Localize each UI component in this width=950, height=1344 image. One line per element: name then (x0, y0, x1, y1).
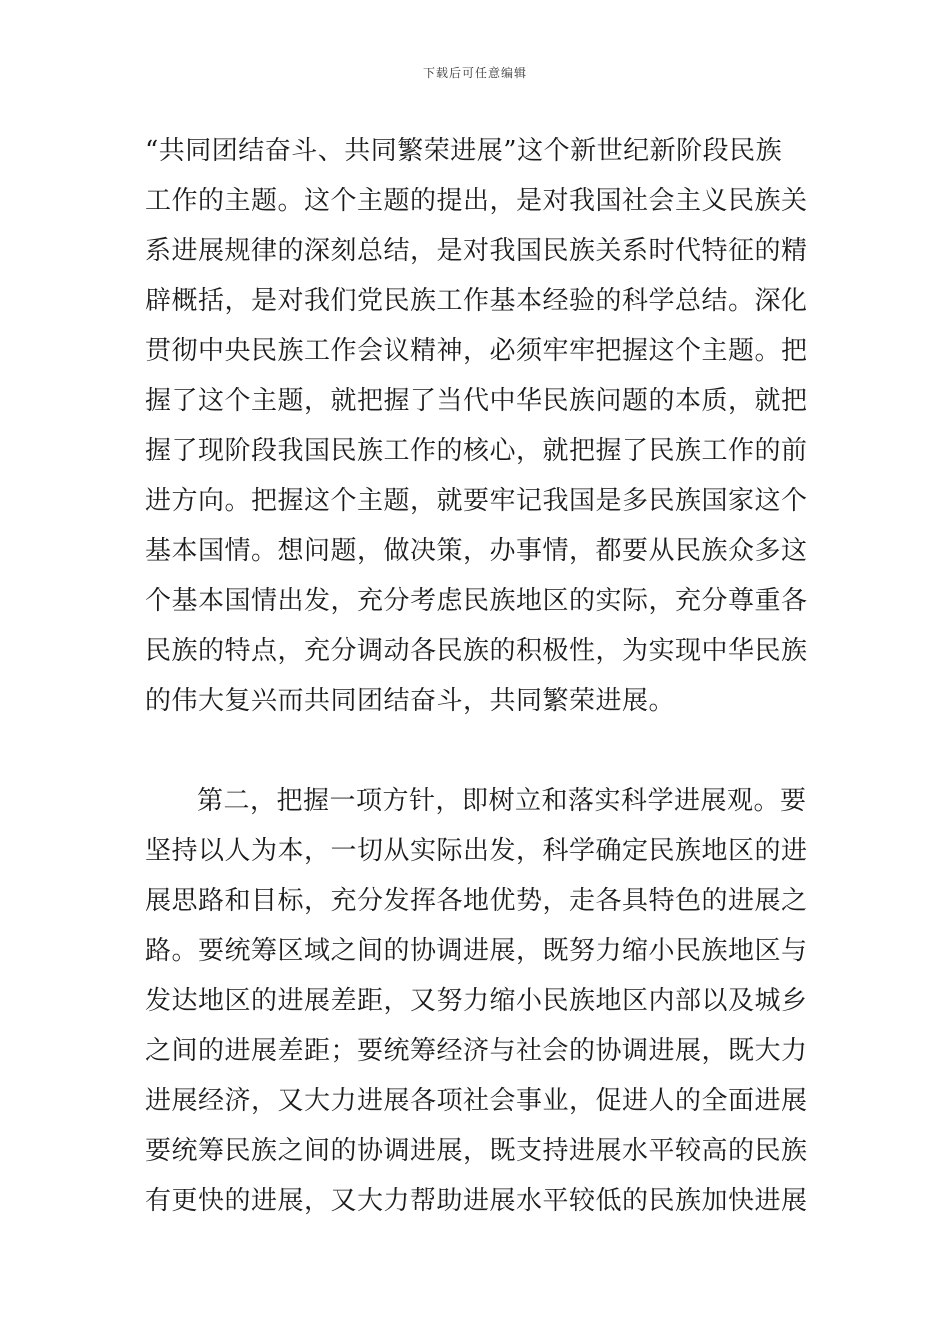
paragraph-line: 路。要统筹区域之间的协调进展，既努力缩小民族地区与 (145, 936, 808, 966)
paragraph-line: 进方向。把握这个主题，就要牢记我国是多民族国家这个 (145, 486, 808, 516)
paragraph-line: 有更快的进展，又大力帮助进展水平较低的民族加快进展 (145, 1186, 808, 1216)
paragraph-line: 基本国情。想问题，做决策，办事情，都要从民族众多这 (145, 536, 808, 566)
paragraph-line: 贯彻中央民族工作会议精神，必须牢牢把握这个主题。把 (145, 336, 808, 366)
paragraph-line: 辟概括，是对我们党民族工作基本经验的科学总结。深化 (145, 286, 808, 316)
paragraph-line: 进展经济，又大力进展各项社会事业，促进人的全面进展 (145, 1086, 808, 1116)
body-text (145, 126, 807, 1226)
paragraph-line: 要统筹民族之间的协调进展，既支持进展水平较高的民族 (145, 1136, 808, 1166)
paragraph-line: 之间的进展差距；要统筹经济与社会的协调进展，既大力 (145, 1036, 808, 1066)
paragraph-line: 坚持以人为本，一切从实际出发，科学确定民族地区的进 (145, 836, 808, 866)
paragraph-1 (145, 126, 807, 726)
header-note: 下载后可任意编辑 (422, 66, 527, 80)
paragraph-line: 展思路和目标，充分发挥各地优势，走各具特色的进展之 (145, 886, 808, 916)
paragraph-line: “共同团结奋斗、共同繁荣进展”这个新世纪新阶段民族 (145, 136, 783, 166)
paragraph-line: 握了现阶段我国民族工作的核心，就把握了民族工作的前 (145, 436, 808, 466)
paragraph-line: 民族的特点，充分调动各民族的积极性，为实现中华民族 (145, 636, 808, 666)
paragraph-gap (145, 726, 807, 776)
paragraph-2 (145, 776, 807, 1226)
paragraph-line: 工作的主题。这个主题的提出，是对我国社会主义民族关 (145, 186, 808, 216)
paragraph-line: 发达地区的进展差距，又努力缩小民族地区内部以及城乡 (145, 986, 808, 1016)
paragraph-line: 系进展规律的深刻总结，是对我国民族关系时代特征的精 (145, 236, 808, 266)
paragraph-line: 个基本国情出发，充分考虑民族地区的实际，充分尊重各 (145, 586, 808, 616)
paragraph-line: 握了这个主题，就把握了当代中华民族问题的本质，就把 (145, 386, 808, 416)
paragraph-line: 第二，把握一项方针，即树立和落实科学进展观。要 (197, 786, 807, 816)
paragraph-line: 的伟大复兴而共同团结奋斗，共同繁荣进展。 (145, 686, 676, 716)
